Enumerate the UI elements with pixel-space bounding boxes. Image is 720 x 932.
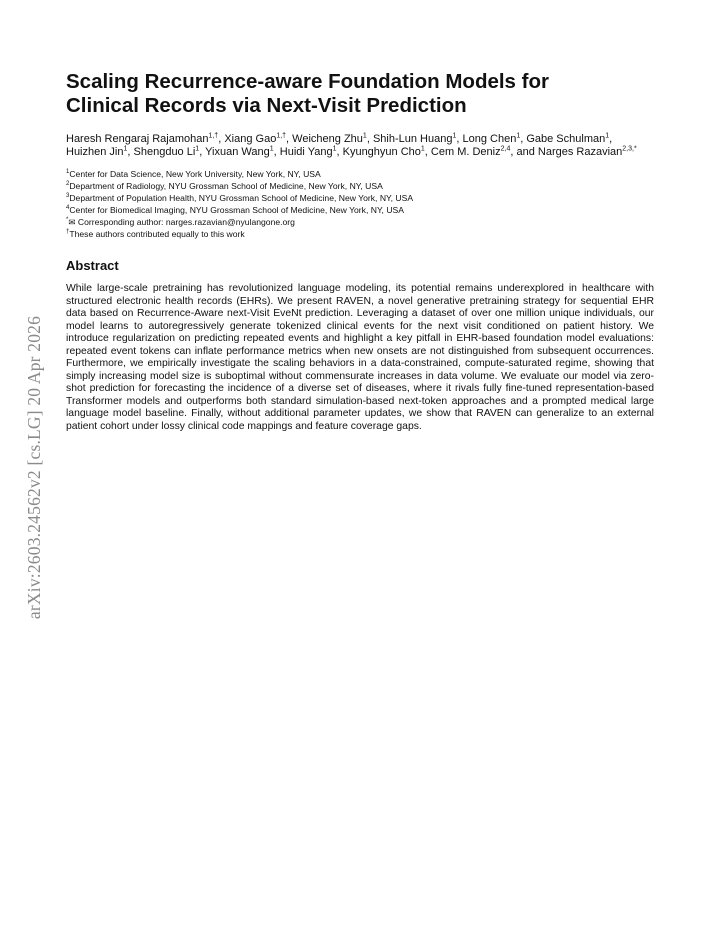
author-name: Huidi Yang xyxy=(279,146,333,159)
author-name: Kyunghyun Cho xyxy=(342,146,421,159)
title-line-1: Scaling Recurrence-aware Foundation Models for xyxy=(66,70,549,93)
author-name: Cem M. Deniz xyxy=(430,146,501,159)
affiliation-line xyxy=(66,180,654,192)
author-name: Haresh Rengaraj Rajamohan xyxy=(66,133,209,145)
affiliation-mark: 4 xyxy=(66,205,70,212)
author-affiliation-mark: 2,4 xyxy=(500,145,511,153)
affiliation-text: These authors contributed equally to this work xyxy=(69,229,245,240)
affiliation-line xyxy=(66,228,654,240)
author-name: Xiang Gao xyxy=(224,133,277,145)
author-name: Huizhen Jin xyxy=(66,146,124,159)
author-name: Long Chen xyxy=(462,133,517,145)
author-name: Gabe Schulman xyxy=(526,133,606,145)
author-affiliation-mark: 1 xyxy=(420,145,425,153)
author-name: Shih-Lun Huang xyxy=(372,133,453,145)
author-list: Haresh Rengaraj Rajamohan$^{1,\dagger}$, Xiang Gao$^{1,\dagger}$, Weicheng Zhu$^1$, Shih-Lun Huang$^1$, Long Chen$^1$, Gabe Schulman$^1$, Huizhen Jin$^1$, Shengduo Li$^1$, Yixuan Wang$^1$, Huidi Yang$^1$, Kyunghyun Cho$^1$, Cem M. Deniz$^{2,4}$, and Narges Razavian$^{2,3,*}$ xyxy=(66,132,637,159)
affiliation-text: Department of Population Health, NYU Grossman School of Medicine, New York, NY, USA xyxy=(69,193,414,203)
affiliation-line xyxy=(66,192,654,204)
affiliation-list xyxy=(66,168,654,241)
affiliation-mark: 2 xyxy=(66,181,70,188)
author-affiliation-mark: 1 xyxy=(332,145,337,153)
affiliation-text: Department of Radiology, NYU Grossman School of Medicine, New York, NY, USA xyxy=(69,180,383,191)
author-name: Yixuan Wang xyxy=(205,146,270,159)
author-affiliation-mark: 1 xyxy=(452,132,457,140)
affiliation-text: Center for Data Science, New York University, New York, NY, USA xyxy=(69,168,321,179)
author-affiliation-mark: 1,† xyxy=(276,132,287,140)
arxiv-id: arXiv:2603.24562v2 [cs.LG] 20 Apr 2026 xyxy=(24,315,45,619)
affiliation-text: ✉ Corresponding author: narges.razavian@nyulangone.org xyxy=(68,217,295,228)
affiliation-mark: * xyxy=(66,217,69,224)
title-line-2: Clinical Records via Next-Visit Prediction xyxy=(66,94,467,117)
author-affiliation-mark: 2,3,* xyxy=(622,145,637,153)
author-affiliation-mark: 1,† xyxy=(208,132,219,140)
author-affiliation-mark: 1 xyxy=(123,145,128,153)
affiliation-mark: 1 xyxy=(66,168,70,175)
author-affiliation-mark: 1 xyxy=(516,132,521,140)
affiliation-line xyxy=(66,216,654,228)
author-name: Narges Razavian xyxy=(537,146,623,159)
abstract-heading: Abstract xyxy=(66,258,119,274)
abstract-body: While large-scale pretraining has revolutionized language modeling, its potential remains underexplored in healthcare with structured electronic health records (EHRs). We present RAVEN, a novel generative pretraining strategy for sequential EHR data based on Recurrence-Aware next-Visit EveNt prediction. Leveraging a dataset of over one million unique individuals, our model learns to autoregressively generate tokenized clinical events for the next visit conditioned on patient history. We introduce regularization on predicting repeated events and highlight a key pitfall in EHR-based foundation model evaluations: repeated event tokens can inflate performance metrics when new onsets are not distinguished from subsequent occurrences. Furthermore, we empirically investigate the scaling behaviors in a data-constrained, compute-saturated regime, showing that simply increasing model size is suboptimal without commensurate increases in data volume. We evaluate our model via zero-shot prediction for forecasting the incidence of a diverse set of diseases, where it rivals fully fine-tuned representation-based Transformer models and outperforms both standard simulation-based next-token approaches and a prompted medical large language model baseline. Finally, without additional parameter updates, we show that RAVEN can generalize to an external patient cohort under lossy clinical code mappings and feature coverage gaps. xyxy=(66,283,654,432)
affiliation-mark: 3 xyxy=(66,193,70,200)
author-name: Weicheng Zhu xyxy=(292,133,363,145)
affiliation-mark: † xyxy=(66,229,70,236)
author-affiliation-mark: 1 xyxy=(269,145,274,153)
authors-and: and xyxy=(516,146,535,159)
author-affiliation-mark: 1 xyxy=(362,132,367,140)
affiliation-text: Center for Biomedical Imaging, NYU Grossman School of Medicine, New York, NY, USA xyxy=(69,205,405,216)
paper-first-page xyxy=(66,70,654,433)
author-affiliation-mark: 1 xyxy=(195,145,200,153)
affiliation-line xyxy=(66,204,654,216)
paper-title xyxy=(66,70,654,118)
arxiv-sidebar-stamp xyxy=(22,262,48,672)
author-affiliation-mark: 1 xyxy=(605,132,610,140)
author-name: Shengduo Li xyxy=(133,146,196,159)
affiliation-line xyxy=(66,168,654,180)
